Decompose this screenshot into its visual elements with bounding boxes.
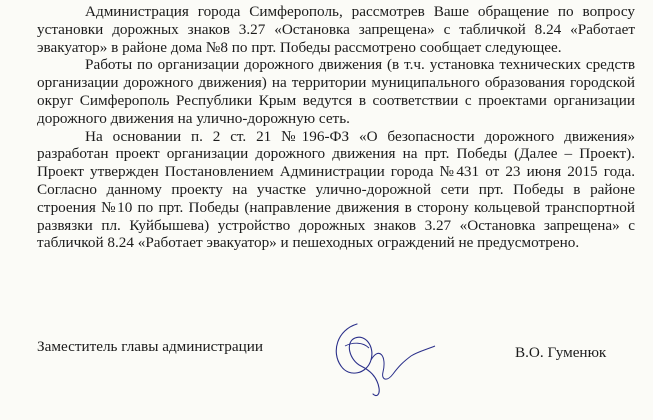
paragraph-2: Работы по организации дорожного движения (в т.ч. установка технических средств организации дорожного движения) на территории муниципального образования городской округ Симферополь Республики Крым ведутся в соответствии с проектами организации дорожного движения на улично-дорожную сеть.	[37, 56, 635, 127]
signature-block	[37, 330, 627, 410]
signer-position: Заместитель главы администрации	[37, 338, 263, 355]
letter-body	[37, 3, 635, 252]
handwritten-signature	[327, 316, 447, 406]
paragraph-1: Администрация города Симферополь, рассмотрев Ваше обращение по вопросу установки дорожных знаков 3.27 «Остановка запрещена» с табличкой 8.24 «Работает эвакуатор» в районе дома №8 по прт. Победы рассмотрено сообщает следующее.	[37, 3, 635, 56]
signer-name: В.О. Гуменюк	[515, 344, 607, 361]
paragraph-3: На основании п. 2 ст. 21 №196-ФЗ «О безопасности дорожного движения» разработан проект организации дорожного движения на прт. Победы (Далее – Проект). Проект утвержден Постановлением Администрации города №431 от 23 июня 2015 года. Согласно данному проекту на участке улично-дорожной сети прт. Победы в районе строения №10 по прт. Победы (направление движения в сторону кольцевой транспортной развязки пл. Куйбышева) устройство дорожных знаков 3.27 «Остановка запрещена» с табличкой 8.24 «Работает эвакуатор» и пешеходных ограждений не предусмотрено.	[37, 127, 635, 252]
